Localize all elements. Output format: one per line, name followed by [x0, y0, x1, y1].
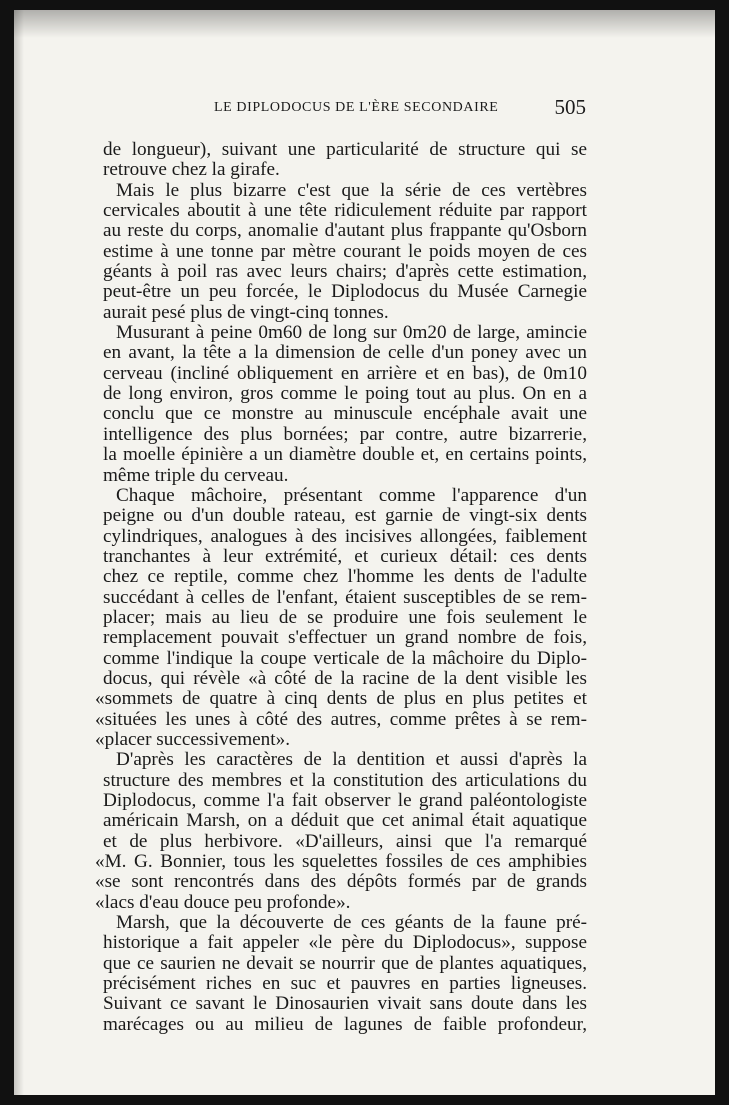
- text-line: la moelle épinière a un diamètre double et, en certains points,: [103, 444, 587, 466]
- running-title: LE DIPLODOCUS DE L'ÈRE SECONDAIRE: [214, 100, 499, 115]
- text-line: Mais le plus bizarre c'est que la série de ces vertèbres: [116, 179, 587, 201]
- text-line: succédant à celles de l'enfant, étaient susceptibles de se rem-: [103, 586, 587, 608]
- text-line: au reste du corps, anomalie d'autant plus frappante qu'Osborn: [103, 220, 587, 242]
- text-line: aurait pesé plus de vingt-cinq tonnes.: [103, 301, 389, 323]
- text-line: même triple du cerveau.: [103, 464, 289, 486]
- text-line: géants à poil ras avec leurs chairs; d'après cette estimation,: [103, 261, 587, 283]
- text-line: cervicales aboutit à une tête ridiculement réduite par rapport: [103, 200, 587, 222]
- text-line: intelligence des plus bornées; par contre, autre bizarrerie,: [103, 423, 587, 445]
- page-header: [104, 95, 586, 125]
- text-line: cerveau (incliné obliquement en arrière et en bas), de 0m10: [103, 362, 587, 384]
- text-line: structure des membres et la constitution des articulations du: [103, 769, 587, 791]
- page-number: 505: [554, 95, 586, 119]
- text-line: marécages ou au milieu de lagunes de faible profondeur,: [103, 1013, 587, 1035]
- text-line: «situées les unes à côté des autres, comme prêtes à se rem-: [95, 708, 587, 730]
- text-line: Suivant ce savant le Dinosaurien vivait sans doute dans les: [103, 993, 587, 1015]
- text-line: que ce saurien ne devait se nourrir que de plantes aquatiques,: [103, 952, 587, 974]
- text-line: Chaque mâchoire, présentant comme l'apparence d'un: [116, 484, 587, 506]
- text-line: de long environ, gros comme le poing tout au plus. On en a: [103, 383, 587, 405]
- text-line: «sommets de quatre à cinq dents de plus en plus petites et: [95, 688, 587, 710]
- text-line: «se sont rencontrés dans des dépôts formés par de grands: [95, 871, 587, 893]
- text-line: D'après les caractères de la dentition et aussi d'après la: [116, 749, 587, 771]
- text-line: américain Marsh, on a déduit que cet animal était aquatique: [103, 810, 587, 832]
- text-line: remplacement pouvait s'effectuer un grand nombre de fois,: [103, 627, 587, 649]
- book-page: [14, 10, 715, 1095]
- page-top-shadow: [14, 10, 715, 38]
- text-line: «placer successivement».: [95, 728, 290, 750]
- text-line: précisément riches en suc et pauvres en parties ligneuses.: [103, 973, 587, 995]
- text-line: Diplodocus, comme l'a fait observer le grand paléontologiste: [103, 790, 587, 811]
- text-line: tranchantes à leur extrémité, et curieux détail: ces dents: [103, 545, 587, 567]
- text-line: docus, qui révèle «à côté de la racine de la dent visible les: [103, 667, 587, 689]
- text-line: comme l'indique la coupe verticale de la mâchoire du Diplo-: [103, 647, 587, 669]
- body-text: [95, 139, 587, 1035]
- text-line: «M. G. Bonnier, tous les squelettes fossiles de ces amphibies: [95, 851, 587, 873]
- text-line: retrouve chez la girafe.: [103, 159, 280, 181]
- text-line: placer; mais au lieu de se produire une fois seulement le: [103, 606, 587, 628]
- page-left-shadow: [14, 10, 24, 1095]
- text-line: peigne ou d'un double rateau, est garnie de vingt-six dents: [103, 505, 587, 527]
- text-line: conclu que ce monstre au minuscule encéphale avait une: [103, 403, 587, 425]
- text-line: peut-être un peu forcée, le Diplodocus du Musée Carnegie: [103, 281, 587, 303]
- text-line: et de plus herbivore. «D'ailleurs, ainsi que l'a remarqué: [103, 830, 587, 852]
- text-line: en avant, la tête a la dimension de celle d'un poney avec un: [103, 342, 587, 364]
- text-line: de longueur), suivant une particularité de structure qui se: [103, 139, 587, 160]
- text-line: «lacs d'eau douce peu profonde».: [95, 891, 351, 913]
- text-line: estime à une tonne par mètre courant le poids moyen de ces: [103, 240, 587, 262]
- text-line: Musurant à peine 0m60 de long sur 0m20 de large, amincie: [116, 322, 587, 344]
- text-line: chez ce reptile, comme chez l'homme les dents de l'adulte: [103, 566, 587, 588]
- text-line: Marsh, que la découverte de ces géants de la faune pré-: [116, 912, 587, 934]
- text-line: historique a fait appeler «le père du Diplodocus», suppose: [103, 932, 587, 954]
- text-line: cylindriques, analogues à des incisives allongées, faiblement: [103, 525, 587, 547]
